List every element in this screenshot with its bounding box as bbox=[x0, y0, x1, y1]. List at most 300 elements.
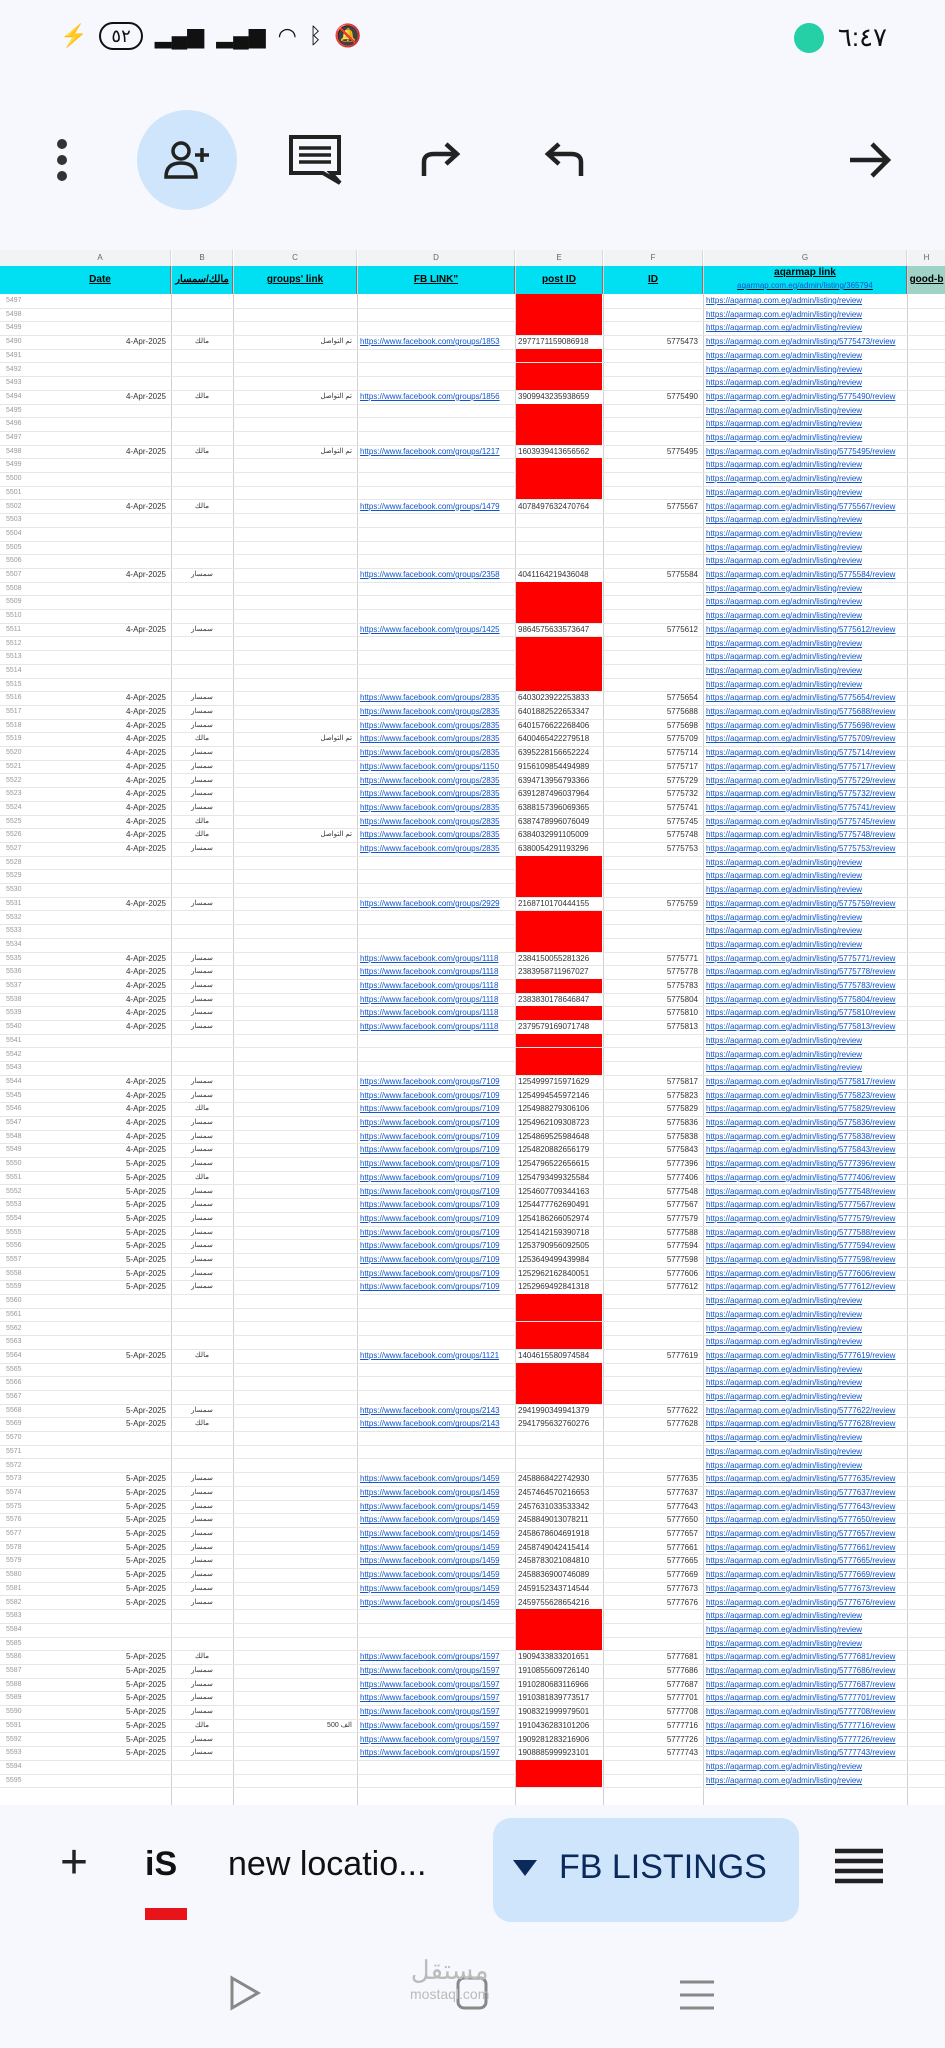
row-number[interactable]: 5563 bbox=[6, 1338, 22, 1346]
cell-groups-link[interactable] bbox=[234, 1582, 356, 1596]
cell-fb-link[interactable]: https://www.facebook.com/groups/1459 bbox=[360, 1597, 500, 1607]
cell-date[interactable] bbox=[30, 1431, 170, 1445]
col-letter-b[interactable]: B bbox=[172, 250, 233, 266]
cell-type[interactable]: سمسار bbox=[191, 1708, 213, 1716]
cell-date[interactable]: 4-Apr-2025 bbox=[125, 1145, 166, 1155]
table-row[interactable] bbox=[0, 1363, 945, 1378]
cell-date[interactable]: 4-Apr-2025 bbox=[125, 693, 166, 703]
table-row[interactable] bbox=[0, 1143, 945, 1158]
cell-id[interactable] bbox=[604, 938, 702, 952]
cell-date[interactable] bbox=[30, 417, 170, 431]
cell-aqarmap-link[interactable]: https://aqarmap.com.eg/admin/listing/5777622/review bbox=[706, 1405, 896, 1415]
cell-id[interactable]: 5777743 bbox=[666, 1748, 698, 1758]
row-number[interactable]: 5497 bbox=[6, 434, 22, 441]
cell-fb-link[interactable]: https://www.facebook.com/groups/2358 bbox=[360, 570, 500, 579]
table-row[interactable] bbox=[0, 1691, 945, 1706]
cell-post-id[interactable] bbox=[516, 472, 602, 486]
cell-id[interactable]: 5777548 bbox=[666, 1186, 698, 1196]
cell-groups-link[interactable] bbox=[234, 1568, 356, 1582]
cell-id[interactable]: 5777396 bbox=[666, 1159, 698, 1169]
cell-date[interactable]: 5-Apr-2025 bbox=[125, 1707, 166, 1717]
table-row[interactable] bbox=[0, 924, 945, 939]
cell-type[interactable] bbox=[172, 637, 232, 651]
table-row[interactable] bbox=[0, 321, 945, 336]
cell-date[interactable] bbox=[30, 1445, 170, 1459]
row-number[interactable]: 5579 bbox=[6, 1557, 22, 1565]
cell-date[interactable]: 5-Apr-2025 bbox=[125, 1282, 166, 1292]
table-row[interactable] bbox=[0, 1527, 945, 1542]
cell-fb-link[interactable]: https://www.facebook.com/groups/7109 bbox=[360, 1227, 500, 1237]
cell-post-id[interactable]: 2457631033533342 bbox=[518, 1501, 590, 1511]
cell-date[interactable] bbox=[30, 1390, 170, 1404]
cell-aqarmap-link[interactable]: https://aqarmap.com.eg/admin/listing/5775688/review bbox=[706, 707, 896, 716]
cell-date[interactable]: 5-Apr-2025 bbox=[125, 1597, 166, 1607]
cell-type[interactable] bbox=[172, 1445, 232, 1459]
cell-aqarmap-link[interactable]: https://aqarmap.com.eg/admin/listing/review bbox=[706, 611, 863, 621]
cell-type[interactable]: مالك bbox=[195, 817, 209, 825]
cell-post-id[interactable]: 3909943235938659 bbox=[518, 391, 590, 401]
cell-groups-link[interactable] bbox=[234, 678, 356, 692]
row-number[interactable]: 5536 bbox=[6, 968, 22, 976]
table-row[interactable] bbox=[0, 1061, 945, 1076]
cell-type[interactable] bbox=[172, 349, 232, 363]
cell-id[interactable]: 5777406 bbox=[666, 1172, 698, 1182]
table-row[interactable] bbox=[0, 1596, 945, 1611]
table-row[interactable] bbox=[0, 1034, 945, 1049]
cell-id[interactable] bbox=[604, 1637, 702, 1651]
row-number[interactable]: 5532 bbox=[6, 913, 22, 921]
cell-fb-link[interactable]: https://www.facebook.com/groups/7109 bbox=[360, 1186, 500, 1196]
cell-fb-link[interactable] bbox=[358, 376, 514, 390]
cell-fb-link[interactable]: https://www.facebook.com/groups/2929 bbox=[360, 898, 500, 908]
cell-aqarmap-link[interactable]: https://aqarmap.com.eg/admin/listing/review bbox=[706, 1049, 863, 1059]
cell-fb-link[interactable] bbox=[358, 637, 514, 651]
row-number[interactable]: 5499 bbox=[6, 324, 22, 332]
row-number[interactable]: 5498 bbox=[6, 447, 22, 455]
row-number[interactable]: 5496 bbox=[6, 420, 22, 428]
cell-groups-link[interactable] bbox=[234, 1157, 356, 1171]
cell-fb-link[interactable] bbox=[358, 1390, 514, 1404]
cell-groups-link[interactable]: تم التواصل bbox=[320, 338, 352, 346]
cell-id[interactable]: 5775771 bbox=[666, 953, 698, 963]
cell-type[interactable] bbox=[172, 541, 232, 555]
row-number[interactable]: 5490 bbox=[6, 338, 22, 346]
cell-groups-link[interactable] bbox=[234, 1733, 356, 1747]
cell-fb-link[interactable]: https://www.facebook.com/groups/1597 bbox=[360, 1652, 500, 1662]
cell-date[interactable] bbox=[30, 1034, 170, 1048]
cell-date[interactable] bbox=[30, 609, 170, 623]
cell-date[interactable]: 5-Apr-2025 bbox=[125, 1268, 166, 1278]
cell-groups-link[interactable] bbox=[234, 774, 356, 788]
header-owner-broker[interactable]: مالك/سمسار bbox=[172, 266, 233, 294]
cell-aqarmap-link[interactable]: https://aqarmap.com.eg/admin/listing/review bbox=[706, 1063, 863, 1073]
cell-id[interactable] bbox=[604, 294, 702, 308]
row-number[interactable]: 5586 bbox=[6, 1653, 22, 1661]
cell-aqarmap-link[interactable]: https://aqarmap.com.eg/admin/listing/5777743/review bbox=[706, 1748, 896, 1758]
cell-post-id[interactable] bbox=[516, 1308, 602, 1322]
cell-type[interactable] bbox=[172, 664, 232, 678]
row-number[interactable]: 5555 bbox=[6, 1228, 22, 1236]
cell-post-id[interactable] bbox=[516, 458, 602, 472]
row-number[interactable]: 5540 bbox=[6, 1023, 22, 1031]
cell-post-id[interactable] bbox=[516, 1061, 602, 1075]
row-number[interactable]: 5520 bbox=[6, 749, 22, 757]
cell-id[interactable] bbox=[604, 1034, 702, 1048]
table-row[interactable] bbox=[0, 705, 945, 720]
cell-groups-link[interactable] bbox=[234, 376, 356, 390]
cell-groups-link[interactable] bbox=[234, 568, 356, 582]
cell-groups-link[interactable] bbox=[234, 1322, 356, 1336]
cell-groups-link[interactable] bbox=[234, 1102, 356, 1116]
cell-aqarmap-link[interactable]: https://aqarmap.com.eg/admin/listing/5777687/review bbox=[706, 1679, 896, 1689]
table-row[interactable] bbox=[0, 1664, 945, 1679]
cell-fb-link[interactable]: https://www.facebook.com/groups/1597 bbox=[360, 1679, 500, 1689]
cell-fb-link[interactable]: https://www.facebook.com/groups/2835 bbox=[360, 707, 500, 716]
cell-aqarmap-link[interactable]: https://aqarmap.com.eg/admin/listing/review bbox=[706, 1761, 863, 1771]
table-row[interactable] bbox=[0, 486, 945, 501]
cell-id[interactable]: 5777669 bbox=[666, 1570, 698, 1580]
cell-date[interactable] bbox=[30, 1061, 170, 1075]
cell-fb-link[interactable] bbox=[358, 1294, 514, 1308]
cell-id[interactable]: 5777657 bbox=[666, 1529, 698, 1538]
cell-type[interactable]: سمسار bbox=[191, 1598, 213, 1606]
cell-type[interactable]: مالك bbox=[195, 1420, 209, 1428]
cell-post-id[interactable]: 1910436283101206 bbox=[518, 1720, 590, 1730]
cell-groups-link[interactable] bbox=[234, 856, 356, 870]
cell-post-id[interactable]: 6391287496037964 bbox=[518, 789, 590, 799]
cell-type[interactable]: سمسار bbox=[191, 803, 213, 811]
cell-aqarmap-link[interactable]: https://aqarmap.com.eg/admin/listing/review bbox=[706, 556, 863, 566]
row-number[interactable]: 5570 bbox=[6, 1434, 22, 1442]
cell-fb-link[interactable] bbox=[358, 664, 514, 678]
cell-date[interactable] bbox=[30, 1637, 170, 1651]
table-row[interactable] bbox=[0, 869, 945, 884]
cell-post-id[interactable]: 1252969492841318 bbox=[518, 1282, 590, 1292]
table-row[interactable] bbox=[0, 664, 945, 679]
table-row[interactable] bbox=[0, 938, 945, 953]
cell-post-id[interactable]: 1254796522656615 bbox=[518, 1159, 590, 1169]
cell-aqarmap-link[interactable]: https://aqarmap.com.eg/admin/listing/review bbox=[706, 433, 863, 442]
cell-fb-link[interactable]: https://www.facebook.com/groups/1597 bbox=[360, 1693, 500, 1703]
cell-aqarmap-link[interactable]: https://aqarmap.com.eg/admin/listing/review bbox=[706, 1392, 863, 1401]
col-letter-d[interactable]: D bbox=[358, 250, 515, 266]
cell-post-id[interactable] bbox=[516, 1609, 602, 1623]
cell-id[interactable]: 5777637 bbox=[666, 1487, 698, 1497]
cell-aqarmap-link[interactable]: https://aqarmap.com.eg/admin/listing/review bbox=[706, 1035, 863, 1045]
table-row[interactable] bbox=[0, 842, 945, 857]
row-number[interactable]: 5554 bbox=[6, 1214, 22, 1222]
cell-id[interactable]: 5775717 bbox=[666, 761, 698, 771]
cell-post-id[interactable] bbox=[516, 595, 602, 609]
row-number[interactable]: 5535 bbox=[6, 954, 22, 962]
cell-type[interactable] bbox=[172, 911, 232, 925]
cell-aqarmap-link[interactable]: https://aqarmap.com.eg/admin/listing/5777606/review bbox=[706, 1268, 896, 1278]
cell-aqarmap-link[interactable]: https://aqarmap.com.eg/admin/listing/5777669/review bbox=[706, 1570, 896, 1580]
cell-aqarmap-link[interactable]: https://aqarmap.com.eg/admin/listing/5775732/review bbox=[706, 789, 896, 799]
row-number[interactable]: 5572 bbox=[6, 1461, 22, 1469]
cell-date[interactable] bbox=[30, 363, 170, 377]
cell-type[interactable]: سمسار bbox=[191, 968, 213, 976]
cell-groups-link[interactable] bbox=[234, 1417, 356, 1431]
cell-date[interactable]: 4-Apr-2025 bbox=[125, 953, 166, 963]
row-number[interactable]: 5573 bbox=[6, 1475, 22, 1483]
table-row[interactable] bbox=[0, 637, 945, 652]
row-number[interactable]: 5492 bbox=[6, 365, 22, 373]
col-letter-a[interactable]: A bbox=[30, 250, 171, 266]
cell-date[interactable]: 4-Apr-2025 bbox=[125, 1008, 166, 1018]
row-number[interactable]: 5527 bbox=[6, 845, 22, 852]
cell-post-id[interactable] bbox=[516, 417, 602, 431]
cell-date[interactable]: 5-Apr-2025 bbox=[125, 1720, 166, 1730]
cell-groups-link[interactable] bbox=[234, 1130, 356, 1144]
header-groups-link[interactable]: groups' link bbox=[234, 266, 357, 294]
cell-date[interactable]: 4-Apr-2025 bbox=[125, 789, 166, 799]
cell-id[interactable]: 5775817 bbox=[666, 1076, 698, 1086]
row-number[interactable]: 5530 bbox=[6, 886, 22, 894]
cell-post-id[interactable] bbox=[516, 678, 602, 692]
cell-type[interactable]: مالك bbox=[195, 447, 209, 455]
cell-type[interactable] bbox=[172, 417, 232, 431]
cell-post-id[interactable] bbox=[516, 1459, 602, 1473]
cell-fb-link[interactable]: https://www.facebook.com/groups/1597 bbox=[360, 1748, 500, 1758]
cell-fb-link[interactable]: https://www.facebook.com/groups/7109 bbox=[360, 1268, 500, 1278]
table-row[interactable] bbox=[0, 513, 945, 528]
row-number[interactable]: 5589 bbox=[6, 1694, 22, 1702]
cell-aqarmap-link[interactable]: https://aqarmap.com.eg/admin/listing/5775813/review bbox=[706, 1022, 896, 1032]
cell-id[interactable] bbox=[604, 650, 702, 664]
cell-aqarmap-link[interactable]: https://aqarmap.com.eg/admin/listing/review bbox=[706, 1460, 863, 1470]
cell-post-id[interactable]: 2458849013078211 bbox=[518, 1515, 589, 1525]
cell-aqarmap-link[interactable]: https://aqarmap.com.eg/admin/listing/review bbox=[706, 515, 863, 525]
cell-type[interactable] bbox=[172, 1061, 232, 1075]
row-number[interactable]: 5591 bbox=[6, 1721, 22, 1729]
cell-fb-link[interactable]: https://www.facebook.com/groups/7109 bbox=[360, 1076, 500, 1086]
cell-id[interactable]: 5775759 bbox=[666, 898, 698, 908]
table-row[interactable] bbox=[0, 554, 945, 569]
sheet-tab-new-location[interactable]: new locatio... bbox=[228, 1845, 427, 1883]
cell-post-id[interactable] bbox=[516, 979, 602, 993]
cell-id[interactable] bbox=[604, 417, 702, 431]
cell-post-id[interactable]: 1254988279306106 bbox=[518, 1104, 590, 1114]
cell-fb-link[interactable]: https://www.facebook.com/groups/1597 bbox=[360, 1666, 500, 1675]
cell-date[interactable] bbox=[30, 678, 170, 692]
row-number[interactable]: 5497 bbox=[6, 297, 22, 304]
cell-date[interactable]: 5-Apr-2025 bbox=[125, 1693, 166, 1703]
cell-id[interactable]: 5777606 bbox=[666, 1268, 698, 1278]
cell-post-id[interactable]: 2457464570216653 bbox=[518, 1487, 590, 1497]
cell-fb-link[interactable] bbox=[358, 1623, 514, 1637]
cell-fb-link[interactable] bbox=[358, 1048, 514, 1062]
cell-date[interactable] bbox=[30, 404, 170, 418]
cell-fb-link[interactable]: https://www.facebook.com/groups/1118 bbox=[360, 981, 499, 990]
cell-post-id[interactable]: 6394713956793366 bbox=[518, 775, 590, 785]
cell-fb-link[interactable]: https://www.facebook.com/groups/2835 bbox=[360, 734, 500, 744]
cell-fb-link[interactable] bbox=[358, 294, 514, 308]
cell-fb-link[interactable] bbox=[358, 911, 514, 925]
row-number[interactable]: 5562 bbox=[6, 1324, 22, 1332]
cell-groups-link[interactable] bbox=[234, 746, 356, 760]
cell-id[interactable] bbox=[604, 1760, 702, 1774]
cell-groups-link[interactable] bbox=[234, 458, 356, 472]
cell-groups-link[interactable] bbox=[234, 486, 356, 500]
row-number[interactable]: 5507 bbox=[6, 571, 22, 578]
cell-groups-link[interactable] bbox=[234, 664, 356, 678]
cell-date[interactable]: 4-Apr-2025 bbox=[125, 707, 166, 716]
cell-post-id[interactable]: 1254186266052974 bbox=[518, 1213, 590, 1223]
cell-groups-link[interactable] bbox=[234, 363, 356, 377]
cell-post-id[interactable] bbox=[516, 431, 602, 445]
cell-post-id[interactable] bbox=[516, 1774, 602, 1788]
row-number[interactable]: 5538 bbox=[6, 995, 22, 1003]
row-number[interactable]: 5533 bbox=[6, 927, 22, 935]
cell-type[interactable] bbox=[172, 883, 232, 897]
cell-type[interactable]: سمسار bbox=[191, 790, 213, 798]
cell-id[interactable]: 5775688 bbox=[666, 707, 698, 716]
cell-type[interactable]: سمسار bbox=[191, 1132, 213, 1140]
table-row[interactable] bbox=[0, 801, 945, 816]
cell-groups-link[interactable]: 500 الف bbox=[327, 1721, 352, 1729]
cell-type[interactable]: سمسار bbox=[191, 899, 213, 907]
cell-aqarmap-link[interactable]: https://aqarmap.com.eg/admin/listing/5777650/review bbox=[706, 1515, 896, 1525]
cell-post-id[interactable] bbox=[516, 308, 602, 322]
cell-aqarmap-link[interactable]: https://aqarmap.com.eg/admin/listing/5775810/review bbox=[706, 1008, 896, 1018]
cell-aqarmap-link[interactable]: https://aqarmap.com.eg/admin/listing/review bbox=[706, 1446, 863, 1456]
table-row[interactable] bbox=[0, 1349, 945, 1364]
cell-date[interactable]: 4-Apr-2025 bbox=[125, 1131, 166, 1141]
cell-aqarmap-link[interactable]: https://aqarmap.com.eg/admin/listing/review bbox=[706, 487, 863, 497]
cell-id[interactable]: 5775836 bbox=[666, 1118, 698, 1127]
table-row[interactable] bbox=[0, 993, 945, 1008]
cell-type[interactable]: سمسار bbox=[191, 1680, 213, 1688]
cell-groups-link[interactable] bbox=[234, 691, 356, 705]
cell-date[interactable] bbox=[30, 582, 170, 596]
cell-groups-link[interactable] bbox=[234, 623, 356, 637]
cell-aqarmap-link[interactable]: https://aqarmap.com.eg/admin/listing/5775753/review bbox=[706, 844, 896, 853]
cell-groups-link[interactable] bbox=[234, 1623, 356, 1637]
cell-groups-link[interactable] bbox=[234, 1363, 356, 1377]
table-row[interactable] bbox=[0, 1280, 945, 1295]
cell-groups-link[interactable] bbox=[234, 1554, 356, 1568]
cell-fb-link[interactable]: https://www.facebook.com/groups/7109 bbox=[360, 1131, 500, 1141]
cell-fb-link[interactable] bbox=[358, 431, 514, 445]
comment-button[interactable] bbox=[265, 110, 365, 210]
cell-fb-link[interactable] bbox=[358, 458, 514, 472]
cell-aqarmap-link[interactable]: https://aqarmap.com.eg/admin/listing/5775829/review bbox=[706, 1104, 896, 1114]
row-number[interactable]: 5590 bbox=[6, 1708, 22, 1716]
cell-post-id[interactable]: 1253649499439984 bbox=[518, 1255, 590, 1264]
table-row[interactable] bbox=[0, 883, 945, 898]
cell-post-id[interactable] bbox=[516, 924, 602, 938]
cell-date[interactable] bbox=[30, 1048, 170, 1062]
cell-groups-link[interactable] bbox=[234, 1760, 356, 1774]
row-number[interactable]: 5516 bbox=[6, 694, 22, 702]
cell-type[interactable] bbox=[172, 486, 232, 500]
cell-groups-link[interactable] bbox=[234, 760, 356, 774]
table-row[interactable] bbox=[0, 417, 945, 432]
cell-type[interactable]: مالك bbox=[195, 1173, 209, 1181]
cell-type[interactable]: سمسار bbox=[191, 776, 213, 784]
cell-aqarmap-link[interactable]: https://aqarmap.com.eg/admin/listing/5777598/review bbox=[706, 1255, 896, 1264]
cell-post-id[interactable]: 6403023922253833 bbox=[518, 693, 590, 703]
row-number[interactable]: 5575 bbox=[6, 1502, 22, 1510]
table-row[interactable] bbox=[0, 1705, 945, 1720]
cell-aqarmap-link[interactable]: https://aqarmap.com.eg/admin/listing/5775698/review bbox=[706, 720, 896, 730]
table-row[interactable] bbox=[0, 1116, 945, 1131]
cell-type[interactable] bbox=[172, 1431, 232, 1445]
table-row[interactable] bbox=[0, 856, 945, 871]
cell-post-id[interactable] bbox=[516, 1363, 602, 1377]
table-row[interactable] bbox=[0, 1294, 945, 1309]
cell-fb-link[interactable]: https://www.facebook.com/groups/2835 bbox=[360, 693, 500, 703]
cell-post-id[interactable] bbox=[516, 1322, 602, 1336]
table-row[interactable] bbox=[0, 335, 945, 350]
cell-id[interactable] bbox=[604, 1459, 702, 1473]
cell-type[interactable] bbox=[172, 376, 232, 390]
cell-type[interactable]: سمسار bbox=[191, 1228, 213, 1236]
table-row[interactable] bbox=[0, 897, 945, 912]
cell-fb-link[interactable] bbox=[358, 1308, 514, 1322]
cell-id[interactable] bbox=[604, 1308, 702, 1322]
cell-fb-link[interactable] bbox=[358, 513, 514, 527]
row-number[interactable]: 5515 bbox=[6, 680, 22, 688]
cell-type[interactable]: سمسار bbox=[191, 749, 213, 757]
cell-date[interactable] bbox=[30, 472, 170, 486]
cell-date[interactable] bbox=[30, 431, 170, 445]
cell-fb-link[interactable] bbox=[358, 1376, 514, 1390]
table-row[interactable] bbox=[0, 1582, 945, 1597]
row-number[interactable]: 5522 bbox=[6, 776, 22, 784]
cell-date[interactable] bbox=[30, 869, 170, 883]
row-number[interactable]: 5513 bbox=[6, 653, 22, 661]
cell-date[interactable] bbox=[30, 883, 170, 897]
cell-id[interactable] bbox=[604, 883, 702, 897]
cell-date[interactable] bbox=[30, 349, 170, 363]
row-number[interactable]: 5525 bbox=[6, 817, 22, 825]
cell-post-id[interactable]: 2459152343714544 bbox=[518, 1583, 590, 1593]
cell-date[interactable]: 5-Apr-2025 bbox=[125, 1542, 166, 1552]
cell-fb-link[interactable]: https://www.facebook.com/groups/1597 bbox=[360, 1720, 500, 1730]
cell-date[interactable]: 5-Apr-2025 bbox=[125, 1487, 166, 1497]
cell-groups-link[interactable] bbox=[234, 554, 356, 568]
cell-groups-link[interactable] bbox=[234, 513, 356, 527]
cell-type[interactable] bbox=[172, 1048, 232, 1062]
cell-type[interactable] bbox=[172, 609, 232, 623]
cell-fb-link[interactable]: https://www.facebook.com/groups/2835 bbox=[360, 775, 500, 785]
col-letter-h[interactable]: H bbox=[908, 250, 945, 266]
cell-type[interactable]: سمسار bbox=[191, 1283, 213, 1291]
cell-groups-link[interactable] bbox=[234, 1705, 356, 1719]
cell-type[interactable]: مالك bbox=[195, 1351, 209, 1359]
cell-post-id[interactable]: 2459755628654216 bbox=[518, 1597, 590, 1607]
cell-date[interactable] bbox=[30, 1322, 170, 1336]
cell-aqarmap-link[interactable]: https://aqarmap.com.eg/admin/listing/5777612/review bbox=[706, 1282, 896, 1292]
row-number[interactable]: 5523 bbox=[6, 790, 22, 798]
cell-post-id[interactable]: 1254820882656179 bbox=[518, 1145, 590, 1155]
cell-id[interactable]: 5777622 bbox=[666, 1405, 698, 1415]
cell-fb-link[interactable] bbox=[358, 308, 514, 322]
cell-id[interactable]: 5775567 bbox=[666, 501, 698, 511]
cell-groups-link[interactable] bbox=[234, 1349, 356, 1363]
table-row[interactable] bbox=[0, 1541, 945, 1556]
cell-date[interactable]: 4-Apr-2025 bbox=[125, 748, 166, 758]
cell-type[interactable] bbox=[172, 1294, 232, 1308]
cell-groups-link[interactable] bbox=[234, 1541, 356, 1555]
cell-post-id[interactable] bbox=[516, 1431, 602, 1445]
cell-date[interactable]: 5-Apr-2025 bbox=[125, 1570, 166, 1580]
cell-id[interactable]: 5775829 bbox=[666, 1104, 698, 1114]
table-row[interactable] bbox=[0, 1267, 945, 1282]
table-row[interactable] bbox=[0, 1445, 945, 1460]
